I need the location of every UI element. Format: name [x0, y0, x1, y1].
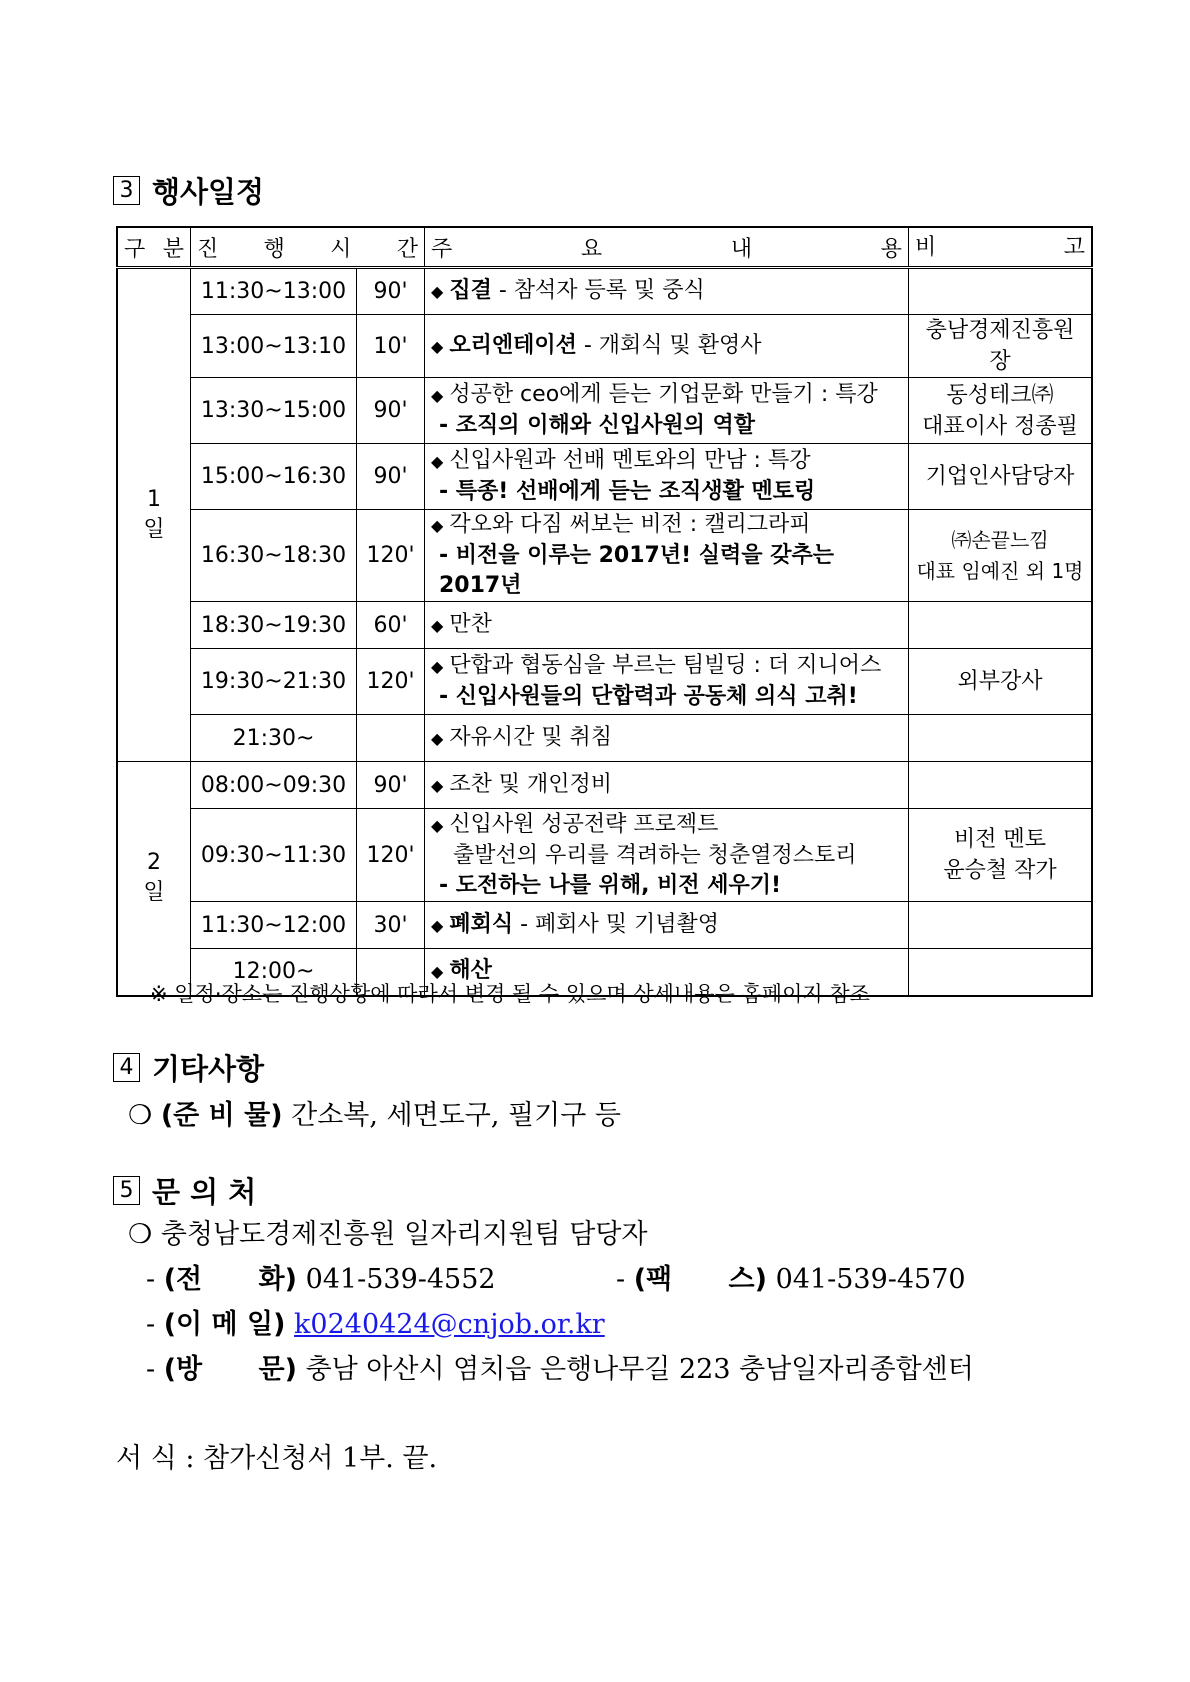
duration-cell: 30' — [357, 902, 425, 949]
duration-cell: 120' — [357, 809, 425, 902]
diamond-bullet-icon: ◆ — [431, 962, 444, 982]
content-main — [431, 651, 902, 682]
schedule-notice: ※ 일정·장소는 진행상황에 따라서 변경 될 수 있으며 상세내용은 홈페이지 참조 — [150, 982, 870, 1006]
time-cell: 11:30~12:00 — [191, 902, 357, 949]
content-text: 신입사원과 선배 멘토와의 만남 : 특강 — [449, 448, 811, 473]
duration-cell: 90' — [357, 378, 425, 444]
fax-label: (팩 스) — [633, 1264, 767, 1295]
table-row — [117, 444, 1092, 510]
supplies-label: (준 비 물) — [160, 1100, 283, 1131]
table-row — [117, 809, 1092, 902]
note-cell — [909, 378, 1093, 444]
note-cell — [909, 762, 1093, 809]
section-title-text: 문 의 처 — [152, 1175, 257, 1209]
content-lead: 오리엔테이션 — [449, 332, 577, 358]
header-division: 구 분 — [117, 227, 191, 268]
diamond-bullet-icon: ◆ — [431, 615, 444, 635]
duration-cell: 10' — [357, 315, 425, 378]
section-4-title — [113, 1047, 264, 1088]
header-content: 주 요 내 용 — [425, 227, 909, 268]
table-row — [117, 649, 1092, 715]
section-number-box: 4 — [113, 1053, 140, 1082]
note-line: 동성테크㈜ — [946, 382, 1054, 408]
duration-cell: 90' — [357, 762, 425, 809]
time-cell: 09:30~11:30 — [191, 809, 357, 902]
table-row — [117, 510, 1092, 602]
time-cell: 08:00~09:30 — [191, 762, 357, 809]
day-cell: 1 일 — [117, 268, 191, 762]
content-text: 각오와 다짐 써보는 비전 : 캘리그라피 — [449, 512, 811, 537]
content-lead: 집결 — [449, 278, 492, 303]
content-sub: - 도전하는 나를 위해, 비전 세우기! — [439, 872, 782, 898]
table-row — [117, 902, 1092, 949]
content-line2: 출발선의 우리를 격려하는 청춘열정스토리 — [453, 842, 857, 868]
note-line: 비전 멘토 — [953, 827, 1046, 852]
email-link[interactable]: k0240424@cnjob.or.kr — [294, 1309, 605, 1340]
content-cell — [425, 378, 909, 444]
time-cell: 19:30~21:30 — [191, 649, 357, 715]
note-cell — [909, 809, 1093, 902]
note-cell — [909, 268, 1093, 315]
time-cell: 15:00~16:30 — [191, 444, 357, 510]
content-sub: - 신입사원들의 단합력과 공동체 의식 고취! — [439, 684, 858, 709]
day-cell: 2 일 — [117, 762, 191, 996]
time-cell: 12:00~ — [191, 949, 357, 996]
phone-value: 041-539-4552 — [305, 1264, 496, 1295]
note-cell — [909, 510, 1093, 602]
content-main — [431, 810, 902, 841]
note-cell — [909, 715, 1093, 762]
fax-line: - (팩 스) 041-539-4570 — [616, 1264, 966, 1295]
content-main — [431, 331, 902, 362]
section-number-box: 3 — [113, 176, 140, 205]
section-3-title — [113, 170, 264, 211]
supplies-value: 간소복, 세면도구, 필기구 등 — [291, 1100, 621, 1131]
note-cell — [909, 444, 1093, 510]
time-cell: 13:00~13:10 — [191, 315, 357, 378]
table-header-row — [117, 227, 1092, 268]
note-line: 윤승철 작가 — [943, 858, 1057, 883]
time-cell: 18:30~19:30 — [191, 602, 357, 649]
phone-line: - (전 화) 041-539-4552 — [146, 1264, 496, 1295]
content-text: 성공한 ceo에게 듣는 기업문화 만들기 : 특강 — [449, 382, 878, 407]
diamond-bullet-icon: ◆ — [431, 282, 444, 301]
diamond-bullet-icon: ◆ — [431, 728, 444, 748]
content-text: 만찬 — [449, 611, 492, 637]
content-text: - 참석자 등록 및 중식 — [491, 278, 705, 303]
table-row — [117, 378, 1092, 444]
diamond-bullet-icon: ◆ — [431, 657, 444, 676]
diamond-bullet-icon: ◆ — [431, 516, 444, 535]
diamond-bullet-icon: ◆ — [431, 815, 444, 835]
diamond-bullet-icon: ◆ — [431, 336, 444, 356]
content-main — [431, 610, 902, 641]
visit-line: - (방 문) 충남 아산시 염치읍 은행나무길 223 충남일자리종합센터 — [146, 1354, 974, 1385]
content-text: 신입사원 성공전략 프로젝트 — [449, 811, 719, 837]
note-line: 충남경제진흥원장 — [925, 318, 1075, 374]
time-cell: 16:30~18:30 — [191, 510, 357, 602]
diamond-bullet-icon: ◆ — [431, 915, 444, 935]
content-cell — [425, 510, 909, 602]
schedule-table — [116, 226, 1093, 997]
content-cell — [425, 809, 909, 902]
content-cell — [425, 315, 909, 378]
content-sub: - 비전을 이루는 2017년! 실력을 갖추는 2017년 — [439, 543, 834, 598]
content-text: 자유시간 및 취침 — [449, 724, 613, 750]
content-cell — [425, 649, 909, 715]
content-text: - 폐회사 및 기념촬영 — [513, 911, 720, 937]
contact-org: 충청남도경제진흥원 일자리지원팀 담당자 — [160, 1219, 648, 1250]
footer-attachment: 서 식 : 참가신청서 1부. 끝. — [116, 1443, 438, 1474]
table-row — [117, 602, 1092, 649]
diamond-bullet-icon: ◆ — [431, 452, 444, 471]
content-main — [431, 770, 902, 801]
section-title-text: 기타사항 — [152, 1052, 265, 1086]
note-line: 기업인사담당자 — [925, 464, 1075, 489]
time-cell: 21:30~ — [191, 715, 357, 762]
diamond-bullet-icon: ◆ — [431, 386, 444, 405]
phone-label: (전 화) — [163, 1264, 297, 1295]
note-line: 대표 임예진 외 1명 — [916, 558, 1084, 583]
content-sub: - 특종! 선배에게 듣는 조직생활 멘토링 — [439, 479, 816, 504]
table-row — [117, 762, 1092, 809]
note-cell — [909, 602, 1093, 649]
note-cell — [909, 649, 1093, 715]
content-cell — [425, 602, 909, 649]
note-line: 대표이사 정종필 — [922, 413, 1078, 439]
visit-label: (방 문) — [163, 1354, 297, 1385]
duration-cell: 90' — [357, 268, 425, 315]
content-cell — [425, 715, 909, 762]
content-main — [431, 276, 902, 307]
diamond-bullet-icon: ◆ — [431, 775, 444, 795]
time-cell: 11:30~13:00 — [191, 268, 357, 315]
content-lead: 폐회식 — [449, 911, 514, 937]
email-line: - (이 메 일) k0240424@cnjob.or.kr — [146, 1309, 605, 1340]
note-line: ㈜손끝느낌 — [951, 527, 1049, 552]
note-cell — [909, 949, 1093, 996]
circle-bullet: ❍ — [128, 1219, 153, 1250]
duration-cell: 60' — [357, 602, 425, 649]
fax-value: 041-539-4570 — [775, 1264, 966, 1295]
visit-value: 충남 아산시 염치읍 은행나무길 223 충남일자리종합센터 — [305, 1354, 974, 1385]
section-number-box: 5 — [113, 1176, 140, 1205]
time-cell: 13:30~15:00 — [191, 378, 357, 444]
duration-cell: 120' — [357, 649, 425, 715]
content-main — [431, 446, 902, 477]
header-time: 진 행 시 간 — [191, 227, 425, 268]
content-text: 단합과 협동심을 부르는 팀빌딩 : 더 지니어스 — [449, 653, 882, 678]
table-row — [117, 268, 1092, 315]
content-main — [431, 723, 902, 754]
contact-org-line — [128, 1212, 647, 1251]
content-text: 조찬 및 개인정비 — [449, 771, 613, 797]
table-row — [117, 715, 1092, 762]
content-cell — [425, 444, 909, 510]
circle-bullet: ❍ — [128, 1100, 153, 1131]
duration-cell — [357, 715, 425, 762]
header-note: 비 고 — [909, 227, 1093, 268]
duration-cell: 90' — [357, 444, 425, 510]
duration-cell: 120' — [357, 510, 425, 602]
section-5-title — [113, 1170, 256, 1211]
content-main — [431, 910, 902, 941]
supplies-line — [128, 1093, 621, 1132]
email-label: (이 메 일) — [163, 1309, 286, 1340]
section-title-text: 행사일정 — [152, 175, 265, 209]
note-cell — [909, 902, 1093, 949]
note-cell — [909, 315, 1093, 378]
content-cell — [425, 762, 909, 809]
content-main — [431, 380, 902, 411]
content-lead: 해산 — [449, 958, 492, 984]
content-text: - 개회식 및 환영사 — [576, 332, 762, 358]
content-cell — [425, 268, 909, 315]
content-main — [431, 510, 902, 541]
content-sub: - 조직의 이해와 신입사원의 역할 — [439, 413, 756, 438]
note-line: 외부강사 — [957, 669, 1043, 694]
table-row — [117, 315, 1092, 378]
content-cell — [425, 902, 909, 949]
